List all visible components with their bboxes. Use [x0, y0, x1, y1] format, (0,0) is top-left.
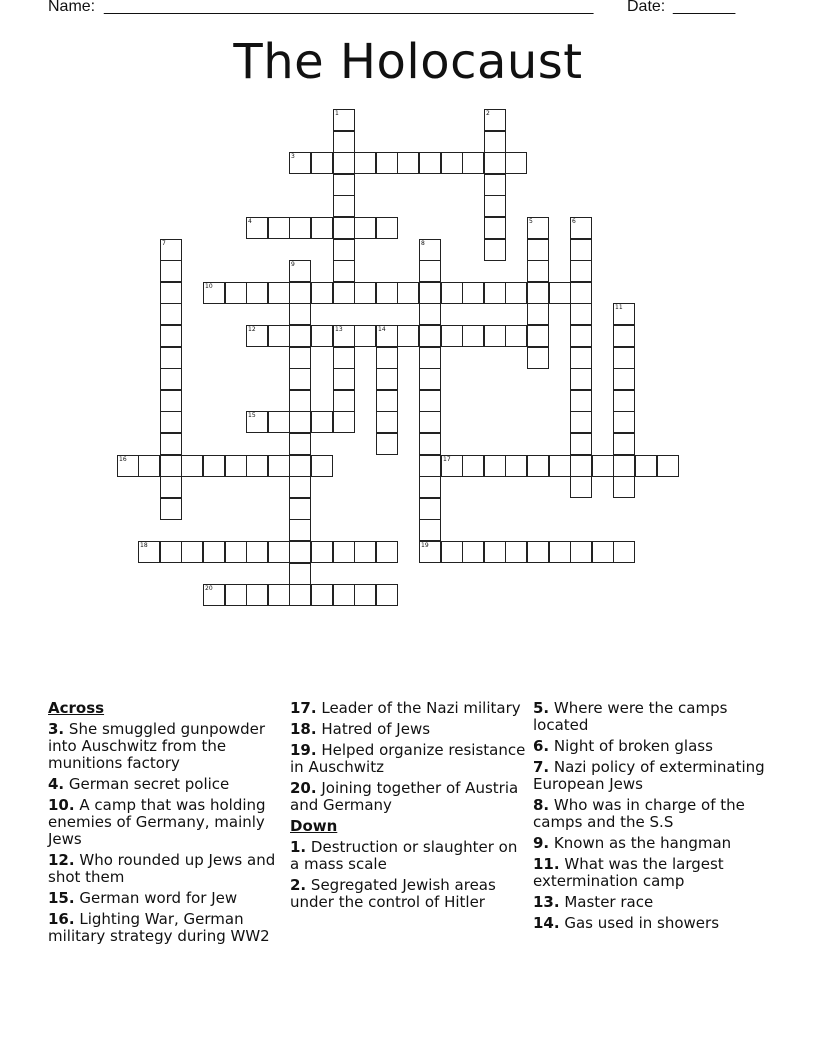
cell-number: 2 — [486, 110, 490, 117]
across-clue — [290, 721, 526, 738]
crossword-cell[interactable] — [441, 455, 463, 477]
clue-number: 20. — [290, 779, 317, 797]
crossword-cell[interactable] — [289, 519, 311, 541]
clue-number: 11. — [533, 855, 560, 873]
cell-number: 1 — [335, 110, 339, 117]
crossword-cell[interactable] — [462, 455, 484, 477]
crossword-cell[interactable] — [160, 325, 182, 347]
clue-text: Leader of the Nazi military — [321, 699, 521, 717]
clue-text: Destruction or slaughter on a mass scale — [290, 838, 518, 873]
crossword-cell[interactable] — [225, 282, 247, 304]
crossword-cell[interactable] — [289, 584, 311, 606]
crossword-cell[interactable] — [268, 325, 290, 347]
crossword-cell[interactable] — [613, 476, 635, 498]
crossword-cell[interactable] — [527, 282, 549, 304]
clue-number: 19. — [290, 741, 317, 759]
clue-text: Nazi policy of exterminating European Jews — [533, 758, 765, 793]
cell-number: 17 — [443, 456, 451, 463]
down-clue — [533, 797, 773, 831]
crossword-cell[interactable] — [570, 347, 592, 369]
clue-number: 16. — [48, 910, 75, 928]
down-clue — [533, 759, 773, 793]
crossword-cell[interactable] — [289, 152, 311, 174]
crossword-cell[interactable] — [441, 541, 463, 563]
crossword-cell[interactable] — [570, 260, 592, 282]
across-clue — [290, 742, 526, 776]
crossword-cell[interactable] — [419, 260, 441, 282]
across-clue — [48, 721, 284, 772]
clue-text: Gas used in showers — [564, 914, 720, 932]
crossword-cell[interactable] — [570, 433, 592, 455]
clue-number: 1. — [290, 838, 307, 856]
crossword-cell[interactable] — [484, 152, 506, 174]
down-clue — [290, 877, 526, 911]
crossword-cell[interactable] — [246, 325, 268, 347]
clue-column-2 — [290, 700, 526, 915]
crossword-cell[interactable] — [268, 584, 290, 606]
name-label: Name: — [48, 0, 96, 15]
crossword-cell[interactable] — [419, 390, 441, 412]
clue-column-1 — [48, 700, 284, 949]
crossword-cell[interactable] — [484, 541, 506, 563]
page-title: The Holocaust — [233, 34, 583, 90]
crossword-cell[interactable] — [376, 152, 398, 174]
crossword-cell[interactable] — [333, 239, 355, 261]
clue-text: Lighting War, German military strategy during WW2 — [48, 910, 270, 945]
cell-number: 11 — [615, 304, 623, 311]
crossword-cell[interactable] — [160, 476, 182, 498]
clue-number: 3. — [48, 720, 65, 738]
crossword-cell[interactable] — [613, 455, 635, 477]
crossword-cell[interactable] — [376, 411, 398, 433]
crossword-cell[interactable] — [549, 455, 571, 477]
date-label: Date: — [627, 0, 666, 15]
crossword-cell[interactable] — [613, 411, 635, 433]
crossword-cell[interactable] — [246, 411, 268, 433]
cell-number: 7 — [162, 240, 166, 247]
crossword-cell[interactable] — [484, 131, 506, 153]
crossword-cell[interactable] — [354, 217, 376, 239]
cell-number: 10 — [205, 283, 213, 290]
crossword-cell[interactable] — [397, 325, 419, 347]
crossword-cell[interactable] — [419, 239, 441, 261]
down-clue — [290, 839, 526, 873]
cell-number: 4 — [248, 218, 252, 225]
clue-text: Hatred of Jews — [321, 720, 431, 738]
clue-number: 18. — [290, 720, 317, 738]
crossword-cell[interactable] — [160, 368, 182, 390]
down-clue — [533, 835, 773, 852]
crossword-cell[interactable] — [311, 325, 333, 347]
crossword-cell[interactable] — [462, 282, 484, 304]
crossword-cell[interactable] — [138, 541, 160, 563]
crossword-cell[interactable] — [203, 584, 225, 606]
clue-text: Where were the camps located — [533, 699, 728, 734]
crossword-cell[interactable] — [203, 541, 225, 563]
across-clue — [290, 780, 526, 814]
crossword-cell[interactable] — [484, 282, 506, 304]
crossword-cell[interactable] — [289, 498, 311, 520]
crossword-cell[interactable] — [419, 433, 441, 455]
crossword-cell[interactable] — [268, 541, 290, 563]
crossword-cell[interactable] — [376, 217, 398, 239]
crossword-cell[interactable] — [527, 347, 549, 369]
crossword-cell[interactable] — [484, 239, 506, 261]
crossword-cell[interactable] — [570, 239, 592, 261]
crossword-cell[interactable] — [635, 455, 657, 477]
crossword-cell[interactable] — [570, 541, 592, 563]
crossword-cell[interactable] — [441, 152, 463, 174]
crossword-cell[interactable] — [376, 541, 398, 563]
crossword-cell[interactable] — [225, 455, 247, 477]
crossword-cell[interactable] — [160, 347, 182, 369]
crossword-cell[interactable] — [246, 217, 268, 239]
crossword-cell[interactable] — [117, 455, 139, 477]
crossword-cell[interactable] — [333, 282, 355, 304]
crossword-cell[interactable] — [289, 476, 311, 498]
crossword-cell[interactable] — [268, 455, 290, 477]
crossword-cell[interactable] — [333, 584, 355, 606]
clue-number: 9. — [533, 834, 550, 852]
cell-number: 3 — [291, 153, 295, 160]
cell-number: 20 — [205, 585, 213, 592]
crossword-cell[interactable] — [268, 411, 290, 433]
crossword-cell[interactable] — [613, 433, 635, 455]
clue-number: 8. — [533, 796, 550, 814]
crossword-cell[interactable] — [613, 541, 635, 563]
clue-text: Known as the hangman — [553, 834, 732, 852]
crossword-cell[interactable] — [613, 325, 635, 347]
crossword-cell[interactable] — [160, 433, 182, 455]
clue-number: 6. — [533, 737, 550, 755]
clue-text: A camp that was holding enemies of Germany, mainly Jews — [48, 796, 266, 848]
crossword-cell[interactable] — [333, 347, 355, 369]
crossword-cell[interactable] — [462, 541, 484, 563]
cell-number: 15 — [248, 412, 256, 419]
crossword-cell[interactable] — [311, 455, 333, 477]
clue-number: 14. — [533, 914, 560, 932]
cell-number: 19 — [421, 542, 429, 549]
crossword-cell[interactable] — [419, 347, 441, 369]
crossword-cell[interactable] — [333, 325, 355, 347]
crossword-cell[interactable] — [181, 455, 203, 477]
crossword-cell[interactable] — [354, 325, 376, 347]
crossword-cell[interactable] — [570, 476, 592, 498]
crossword-cell[interactable] — [246, 455, 268, 477]
crossword-cell[interactable] — [484, 174, 506, 196]
crossword-cell[interactable] — [613, 368, 635, 390]
crossword-cell[interactable] — [354, 541, 376, 563]
crossword-cell[interactable] — [397, 152, 419, 174]
crossword-cell[interactable] — [160, 390, 182, 412]
cell-number: 8 — [421, 240, 425, 247]
crossword-cell[interactable] — [570, 282, 592, 304]
down-clue — [533, 738, 773, 755]
crossword-cell[interactable] — [613, 390, 635, 412]
crossword-cell[interactable] — [570, 411, 592, 433]
down-clue — [533, 915, 773, 932]
clue-text: German secret police — [68, 775, 230, 793]
crossword-cell[interactable] — [160, 260, 182, 282]
crossword-cell[interactable] — [570, 455, 592, 477]
clue-text: What was the largest extermination camp — [533, 855, 724, 890]
crossword-cell[interactable] — [225, 584, 247, 606]
cell-number: 9 — [291, 261, 295, 268]
clue-number: 7. — [533, 758, 550, 776]
crossword-cell[interactable] — [160, 455, 182, 477]
across-clue — [48, 911, 284, 945]
crossword-cell[interactable] — [527, 239, 549, 261]
crossword-cell[interactable] — [333, 390, 355, 412]
clue-text: She smuggled gunpowder into Auschwitz from the munitions factory — [48, 720, 266, 772]
crossword-cell[interactable] — [268, 282, 290, 304]
crossword-cell[interactable] — [289, 368, 311, 390]
clue-number: 5. — [533, 699, 550, 717]
crossword-cell[interactable] — [311, 282, 333, 304]
clue-number: 13. — [533, 893, 560, 911]
crossword-cell[interactable] — [592, 541, 614, 563]
name-blank-line[interactable]: _______________________________________________________ — [104, 0, 594, 15]
crossword-cell[interactable] — [160, 282, 182, 304]
crossword-cell[interactable] — [592, 455, 614, 477]
crossword-cell[interactable] — [505, 152, 527, 174]
clue-text: Helped organize resistance in Auschwitz — [290, 741, 526, 776]
crossword-cell[interactable] — [419, 476, 441, 498]
crossword-cell[interactable] — [289, 325, 311, 347]
crossword-cell[interactable] — [613, 303, 635, 325]
crossword-cell[interactable] — [376, 282, 398, 304]
clue-number: 12. — [48, 851, 75, 869]
crossword-cell[interactable] — [657, 455, 679, 477]
crossword-cell[interactable] — [311, 152, 333, 174]
crossword-cell[interactable] — [376, 347, 398, 369]
crossword-cell[interactable] — [289, 260, 311, 282]
crossword-cell[interactable] — [289, 433, 311, 455]
crossword-cell[interactable] — [484, 455, 506, 477]
crossword-cell[interactable] — [225, 541, 247, 563]
clue-number: 17. — [290, 699, 317, 717]
crossword-cell[interactable] — [419, 368, 441, 390]
crossword-cell[interactable] — [289, 303, 311, 325]
crossword-cell[interactable] — [419, 455, 441, 477]
clue-text: Night of broken glass — [553, 737, 713, 755]
crossword-cell[interactable] — [160, 411, 182, 433]
crossword-cell[interactable] — [311, 217, 333, 239]
crossword-cell[interactable] — [333, 109, 355, 131]
cell-number: 5 — [529, 218, 533, 225]
crossword-cell[interactable] — [160, 498, 182, 520]
clue-text: Joining together of Austria and Germany — [290, 779, 519, 814]
crossword-cell[interactable] — [268, 217, 290, 239]
down-clue — [533, 700, 773, 734]
crossword-cell[interactable] — [505, 282, 527, 304]
crossword-cell[interactable] — [570, 303, 592, 325]
down-heading: Down — [290, 817, 338, 835]
crossword-cell[interactable] — [333, 411, 355, 433]
crossword-cell[interactable] — [505, 455, 527, 477]
crossword-cell[interactable] — [289, 217, 311, 239]
crossword-cell[interactable] — [376, 390, 398, 412]
crossword-cell[interactable] — [419, 498, 441, 520]
crossword-cell[interactable] — [419, 519, 441, 541]
crossword-cell[interactable] — [354, 152, 376, 174]
crossword-cell[interactable] — [203, 282, 225, 304]
crossword-cell[interactable] — [527, 217, 549, 239]
crossword-cell[interactable] — [376, 325, 398, 347]
cell-number: 13 — [335, 326, 343, 333]
crossword-cell[interactable] — [441, 325, 463, 347]
crossword-cell[interactable] — [419, 541, 441, 563]
crossword-cell[interactable] — [441, 282, 463, 304]
clue-column-3 — [533, 700, 773, 936]
crossword-cell[interactable] — [570, 368, 592, 390]
crossword-cell[interactable] — [527, 260, 549, 282]
crossword-cell[interactable] — [527, 303, 549, 325]
crossword-cell[interactable] — [246, 584, 268, 606]
crossword-cell[interactable] — [311, 411, 333, 433]
crossword-cell[interactable] — [203, 455, 225, 477]
crossword-cell[interactable] — [289, 390, 311, 412]
crossword-cell[interactable] — [160, 239, 182, 261]
clue-number: 4. — [48, 775, 65, 793]
clue-number: 10. — [48, 796, 75, 814]
crossword-cell[interactable] — [397, 282, 419, 304]
clue-number: 2. — [290, 876, 307, 894]
across-clue — [48, 852, 284, 886]
crossword-cell[interactable] — [246, 282, 268, 304]
crossword-cell[interactable] — [462, 325, 484, 347]
crossword-cell[interactable] — [549, 282, 571, 304]
crossword-cell[interactable] — [138, 455, 160, 477]
crossword-cell[interactable] — [570, 217, 592, 239]
across-heading: Across — [48, 699, 105, 717]
crossword-cell[interactable] — [333, 195, 355, 217]
cell-number: 12 — [248, 326, 256, 333]
clue-text: Master race — [564, 893, 654, 911]
crossword-cell[interactable] — [289, 563, 311, 585]
crossword-cell[interactable] — [333, 260, 355, 282]
crossword-cell[interactable] — [333, 541, 355, 563]
crossword-cell[interactable] — [549, 541, 571, 563]
crossword-cell[interactable] — [333, 174, 355, 196]
crossword-cell[interactable] — [419, 411, 441, 433]
crossword-cell[interactable] — [289, 455, 311, 477]
crossword-cell[interactable] — [376, 584, 398, 606]
crossword-cell[interactable] — [333, 368, 355, 390]
crossword-cell[interactable] — [160, 303, 182, 325]
crossword-cell[interactable] — [462, 152, 484, 174]
crossword-cell[interactable] — [505, 325, 527, 347]
clue-text: Who rounded up Jews and shot them — [48, 851, 276, 886]
crossword-cell[interactable] — [484, 217, 506, 239]
crossword-cell[interactable] — [354, 584, 376, 606]
crossword-cell[interactable] — [527, 541, 549, 563]
crossword-cell[interactable] — [289, 347, 311, 369]
crossword-cell[interactable] — [376, 368, 398, 390]
crossword-cell[interactable] — [181, 541, 203, 563]
cell-number: 14 — [378, 326, 386, 333]
crossword-cell[interactable] — [333, 152, 355, 174]
crossword-cell[interactable] — [160, 541, 182, 563]
down-clue — [533, 894, 773, 911]
cell-number: 18 — [140, 542, 148, 549]
crossword-cell[interactable] — [246, 541, 268, 563]
crossword-cell[interactable] — [505, 541, 527, 563]
clue-text: Who was in charge of the camps and the S.S — [533, 796, 745, 831]
crossword-cell[interactable] — [333, 131, 355, 153]
clue-text: Segregated Jewish areas under the control of Hitler — [290, 876, 496, 911]
crossword-cell[interactable] — [484, 109, 506, 131]
crossword-cell[interactable] — [311, 584, 333, 606]
crossword-cell[interactable] — [289, 541, 311, 563]
down-clue — [533, 856, 773, 890]
crossword-cell[interactable] — [419, 152, 441, 174]
crossword-cell[interactable] — [354, 282, 376, 304]
across-clue — [48, 797, 284, 848]
crossword-cell[interactable] — [376, 433, 398, 455]
crossword-cell[interactable] — [484, 195, 506, 217]
cell-number: 6 — [572, 218, 576, 225]
clue-text: German word for Jew — [79, 889, 238, 907]
across-clue — [48, 890, 284, 907]
crossword-cell[interactable] — [333, 217, 355, 239]
crossword-cell[interactable] — [289, 282, 311, 304]
crossword-cell[interactable] — [419, 282, 441, 304]
clue-number: 15. — [48, 889, 75, 907]
crossword-cell[interactable] — [289, 411, 311, 433]
crossword-cell[interactable] — [419, 325, 441, 347]
across-clue — [290, 700, 526, 717]
date-blank-line[interactable]: _______ — [673, 0, 736, 15]
across-clue — [48, 776, 284, 793]
crossword-cell[interactable] — [570, 390, 592, 412]
crossword-cell[interactable] — [613, 347, 635, 369]
cell-number: 16 — [119, 456, 127, 463]
crossword-cell[interactable] — [484, 325, 506, 347]
crossword-cell[interactable] — [527, 325, 549, 347]
crossword-cell[interactable] — [419, 303, 441, 325]
crossword-cell[interactable] — [570, 325, 592, 347]
crossword-cell[interactable] — [527, 455, 549, 477]
crossword-cell[interactable] — [311, 541, 333, 563]
